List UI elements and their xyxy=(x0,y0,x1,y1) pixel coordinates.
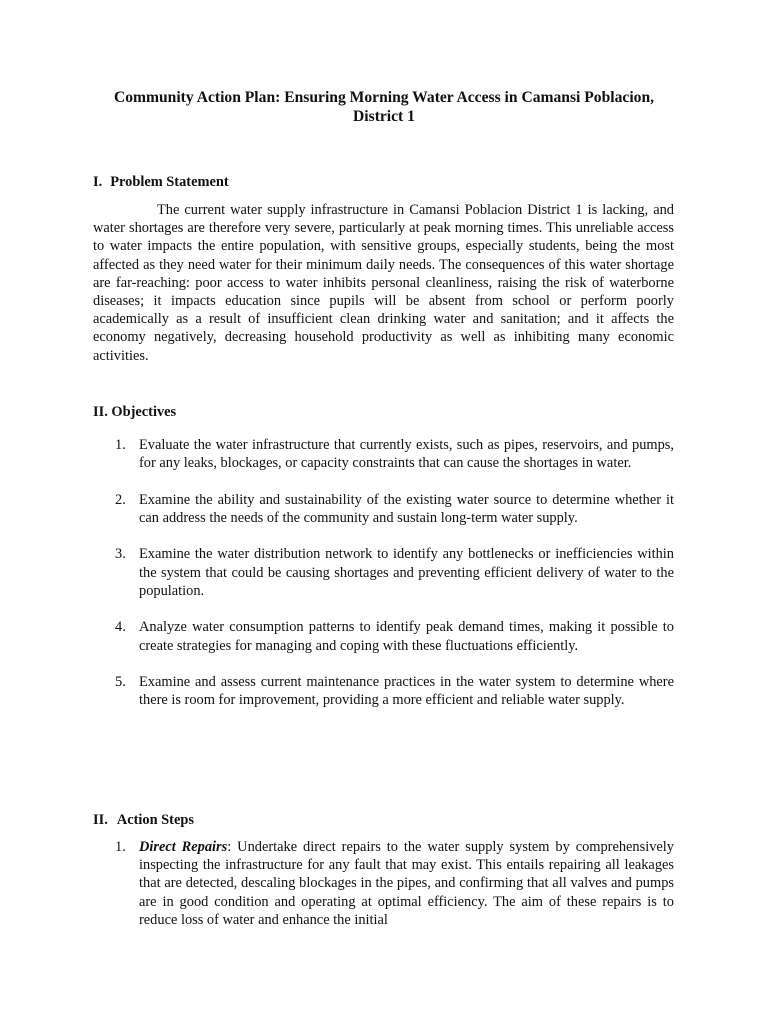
objective-text: Examine the ability and sustainability of the existing water source to determine whether it can address the needs of the community and sustain long-term water supply. xyxy=(139,491,674,526)
objective-number: 3. xyxy=(115,546,126,563)
objective-item xyxy=(93,436,674,472)
action-step-number: 1. xyxy=(115,839,126,855)
objective-number: 2. xyxy=(115,491,126,508)
problem-statement-paragraph: The current water supply infrastructure in Camansi Poblacion District 1 is lacking, and water shortages are therefore very severe, particularly at peak morning times. This unreliable access to water impacts the entire population, with sensitive groups, especially students, being the most affected as they need water for their minimum daily needs. The consequences of this water shortage are far-reaching: poor access to water inhibits personal cleanliness, raising the risk of waterborne diseases; it impacts education since pupils will be absent from school or perform poorly academically as a result of insufficient clean drinking water and sanitation; and it affects the economy negatively, decreasing household productivity as well as inhibiting many economic activities. xyxy=(93,202,674,364)
objectives-list xyxy=(93,436,674,728)
page-title: Community Action Plan: Ensuring Morning Water Access in Camansi Poblacion, District 1 xyxy=(113,89,655,125)
objective-text: Examine the water distribution network to identify any bottlenecks or inefficiencies within the system that could be causing shortages and preventing efficient delivery of water to the population. xyxy=(139,546,674,599)
objective-text: Analyze water consumption patterns to identify peak demand times, making it possible to create strategies for managing and coping with these fluctuations efficiently. xyxy=(139,619,674,654)
problem-statement-heading xyxy=(93,173,229,191)
action-steps-list xyxy=(93,838,674,947)
objective-item xyxy=(93,545,674,600)
objective-number: 4. xyxy=(115,619,126,636)
action-steps-title: Action Steps xyxy=(116,812,194,828)
objective-item xyxy=(93,618,674,654)
objectives-heading: II. Objectives xyxy=(93,404,177,420)
objective-text: Examine and assess current maintenance practices in the water system to determine where there is room for improvement, providing a more efficient and reliable water supply. xyxy=(139,674,674,709)
action-step-term: Direct Repairs xyxy=(139,839,228,855)
objective-text: Evaluate the water infrastructure that currently exists, such as pipes, reservoirs, and pumps, for any leaks, blockages, or capacity constraints that can cause the shortages in water. xyxy=(139,437,674,472)
objective-item xyxy=(93,673,674,709)
objective-number: 5. xyxy=(115,674,126,691)
objective-item xyxy=(93,491,674,527)
problem-statement-title: Problem Statement xyxy=(110,174,229,190)
action-step-item xyxy=(93,838,674,929)
action-step-text: : Undertake direct repairs to the water supply system by comprehensively inspecting the infrastructure for any fault that may exist. This entails repairing all leakages that are detected, descaling blockages in the pipes, and confirming that all valves and pumps are in good condition and operating at optimal efficiency. The aim of these repairs is to reduce loss of water and enhance the initial xyxy=(139,839,675,928)
action-steps-number: II. xyxy=(93,812,108,828)
problem-statement-number: I. xyxy=(93,174,103,190)
action-steps-heading xyxy=(93,811,194,829)
objective-number: 1. xyxy=(115,437,126,453)
